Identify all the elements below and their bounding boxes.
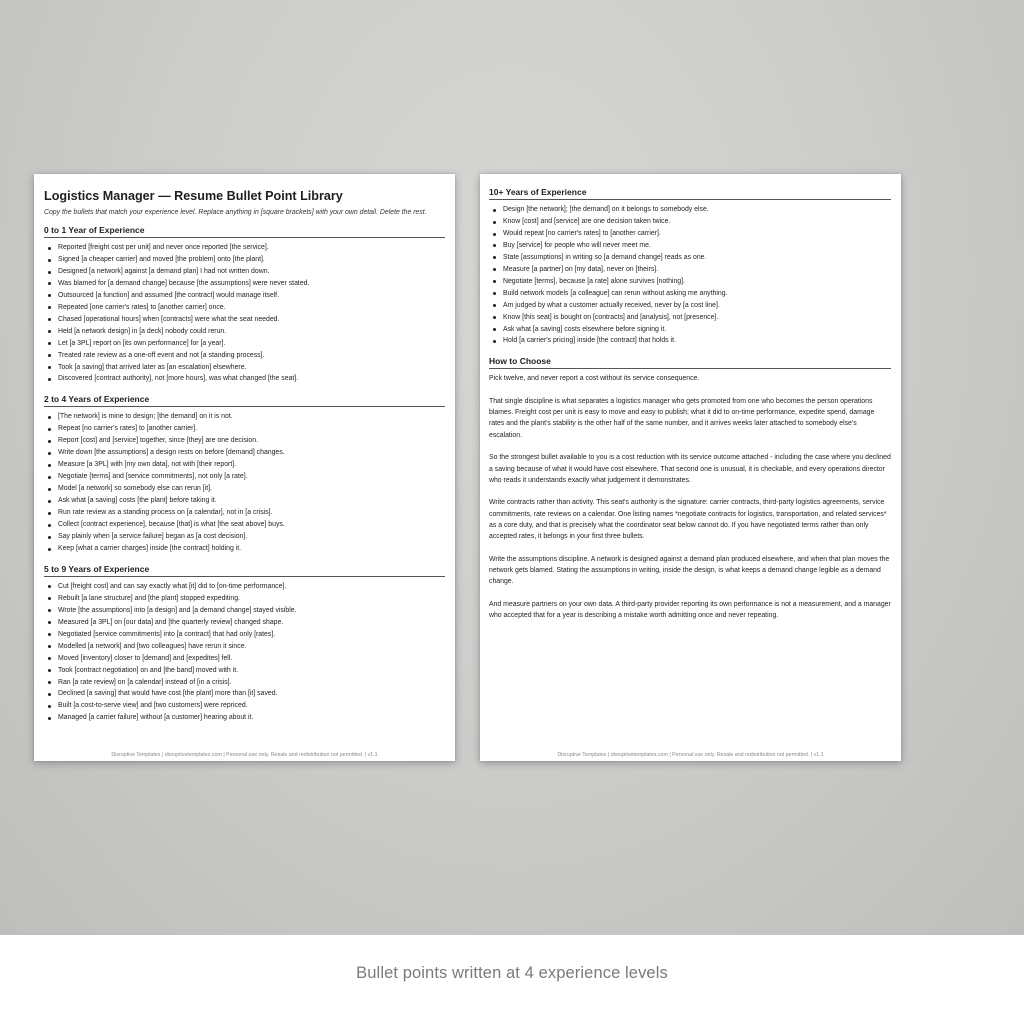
bullet-item: Designed [a network] against [a demand plan] I had not written down. [44, 266, 445, 278]
bullet-item: Run rate review as a standing process on [a calendar], not in [a crisis]. [44, 507, 445, 519]
bullet-item: Held [a network design] in [a deck] nobody could rerun. [44, 326, 445, 338]
bullet-item: Cut [freight cost] and can say exactly what [it] did to [on-time performance]. [44, 581, 445, 593]
bullet-item: Took [a saving] that arrived later as [an escalation] elsewhere. [44, 362, 445, 374]
paragraph: Write contracts rather than activity. This seat's authority is the signature: carrier contracts, third-party logistics agreements, service commitments, rate reviews on a calendar. One listing names *negotiate contracts for logistics, transportation, and related services* as a core duty, and that is precisely what the coordinator seat below cannot do. If you have negotiated terms rather than only accepted rates, it belongs in your first three bullets. [489, 499, 887, 541]
section-heading: 5 to 9 Years of Experience [44, 564, 445, 577]
bullet-item: Discovered [contract authority], not [more hours], was what changed [the seat]. [44, 373, 445, 385]
bullet-item: Buy [service] for people who will never meet me. [489, 240, 891, 252]
bullet-item: Measured [a 3PL] on [our data] and [the quarterly review] changed shape. [44, 617, 445, 629]
bullet-list [44, 581, 445, 724]
bullet-item: Chased [operational hours] when [contracts] were what the seat needed. [44, 314, 445, 326]
bullet-item: Repeated [one carrier's rates] to [another carrier] once. [44, 302, 445, 314]
bullet-item: Negotiate [terms], because [a rate] alone survives [nothing]. [489, 276, 891, 288]
page-footer: Disruptive Templates | disruptivetemplates.com | Personal use only. Resale and redistribution not permitted. | v1.1 [111, 752, 378, 758]
page-footer: Disruptive Templates | disruptivetemplates.com | Personal use only. Resale and redistribution not permitted. | v1.1 [557, 752, 824, 758]
bullet-item: Report [cost] and [service] together, since [they] are one decision. [44, 435, 445, 447]
bullet-item: [The network] is mine to design; [the demand] on it is not. [44, 411, 445, 423]
section-heading: 0 to 1 Year of Experience [44, 225, 445, 238]
bullet-item: Wrote [the assumptions] into [a design] and [a demand change] stayed visible. [44, 605, 445, 617]
bullet-item: Outsourced [a function] and assumed [the contract] would manage itself. [44, 290, 445, 302]
bullet-item: Moved [inventory] closer to [demand] and [expedites] fell. [44, 653, 445, 665]
bullet-item: Model [a network] so somebody else can rerun [it]. [44, 483, 445, 495]
section-5-9-years [44, 564, 445, 724]
bullet-item: Let [a 3PL] report on [its own performance] for [a year]. [44, 338, 445, 350]
bullet-item: Signed [a cheaper carrier] and moved [the problem] onto [the plant]. [44, 254, 445, 266]
bullet-item: Reported [freight cost per unit] and never once reported [the service]. [44, 242, 445, 254]
paragraph: That single discipline is what separates a logistics manager who gets promoted from one who becomes the person operations blames. Freight cost per unit is easy to move and easy to publish; what it did to on-time performance, expedite spend, damage rates and the plant's stability is the other half of the same number, and it arrives weeks later attached to somebody else's escalation. [489, 397, 875, 439]
section-2-4-years [44, 394, 445, 554]
bullet-item: State [assumptions] in writing so [a demand change] reads as one. [489, 252, 891, 264]
section-10-plus-years [489, 187, 891, 347]
bullet-item: Collect [contract experience], because [that] is what [the seat above] buys. [44, 519, 445, 531]
section-heading: How to Choose [489, 356, 891, 369]
bullet-item: Took [contract negotiation] on and [the band] moved with it. [44, 665, 445, 677]
bullet-item: Keep [what a carrier charges] inside [the contract] holding it. [44, 543, 445, 555]
bullet-item: Am judged by what a customer actually received, never by [a cost line]. [489, 300, 891, 312]
bullet-item: Know [this seat] is bought on [contracts] and [analysis], not [presence]. [489, 312, 891, 324]
section-how-to-choose [489, 356, 891, 621]
bullet-item: Ran [a rate review] on [a calendar] instead of [in a crisis]. [44, 677, 445, 689]
bullet-list [44, 242, 445, 385]
bullet-list [489, 204, 891, 347]
section-heading: 2 to 4 Years of Experience [44, 394, 445, 407]
bullet-item: Know [cost] and [service] are one decision taken twice. [489, 216, 891, 228]
document-title: Logistics Manager — Resume Bullet Point Library [44, 189, 343, 203]
bullet-item: Ask what [a saving] costs [the plant] before taking it. [44, 495, 445, 507]
image-caption: Bullet points written at 4 experience levels [356, 964, 668, 982]
paragraph: So the strongest bullet available to you is a cost reduction with its service outcome attached - including the case where you declined a saving because of what it would have cost elsewhere. That second one is unusual, it is checkable, and every operations director who reads it understands exactly what judgement it demonstrates. [489, 454, 891, 484]
paragraph: And measure partners on your own data. A third-party provider reporting its own performance is not a measurement, and a manager who accepted that for a year is describing a mistake worth admitting once and never repeating. [489, 600, 891, 619]
bullet-item: Say plainly when [a service failure] began as [a cost decision]. [44, 531, 445, 543]
bullet-item: Declined [a saving] that would have cost [the plant] more than [it] saved. [44, 688, 445, 700]
bullet-item: Was blamed for [a demand change] because [the assumptions] were never stated. [44, 278, 445, 290]
document-page-left [34, 174, 455, 761]
bullet-item: Treated rate review as a one-off event and not [a standing process]. [44, 350, 445, 362]
bullet-list [44, 411, 445, 554]
bullet-item: Write down [the assumptions] a design rests on before [demand] changes. [44, 447, 445, 459]
bullet-item: Negotiated [service commitments] into [a contract] that had only [rates]. [44, 629, 445, 641]
bullet-item: Hold [a carrier's pricing] inside [the contract] that holds it. [489, 335, 891, 347]
bullet-item: Managed [a carrier failure] without [a customer] hearing about it. [44, 712, 445, 724]
bullet-item: Modelled [a network] and [two colleagues] have rerun it since. [44, 641, 445, 653]
bullet-item: Would repeat [no carrier's rates] to [another carrier]. [489, 228, 891, 240]
bullet-item: Built [a cost-to-serve view] and [two customers] were repriced. [44, 700, 445, 712]
section-heading: 10+ Years of Experience [489, 187, 891, 200]
section-0-1-years [44, 225, 445, 385]
bullet-item: Build network models [a colleague] can rerun without asking me anything. [489, 288, 891, 300]
bullet-item: Measure [a 3PL] with [my own data], not with [their report]. [44, 459, 445, 471]
bullet-item: Measure [a partner] on [my data], never on [theirs]. [489, 264, 891, 276]
bullet-item: Negotiate [terms] and [service commitments], not only [a rate]. [44, 471, 445, 483]
paragraph: Pick twelve, and never report a cost without its service consequence. [489, 375, 700, 383]
paragraph: Write the assumptions discipline. A network is designed against a demand plan produced elsewhere, and when that plan moves the network gets blamed. Stating the assumptions in writing, inside the design, is what keeps a demand change legible as a demand change. [489, 555, 890, 586]
bullet-item: Ask what [a saving] costs elsewhere before signing it. [489, 324, 891, 336]
document-page-right [480, 174, 901, 761]
document-instructions: Copy the bullets that match your experience level. Replace anything in [square brackets] with your own detail. Delete the rest. [44, 209, 427, 216]
bullet-item: Rebuilt [a lane structure] and [the plant] stopped expediting. [44, 593, 445, 605]
bullet-item: Repeat [no carrier's rates] to [another carrier]. [44, 423, 445, 435]
bullet-item: Design [the network]; [the demand] on it belongs to somebody else. [489, 204, 891, 216]
